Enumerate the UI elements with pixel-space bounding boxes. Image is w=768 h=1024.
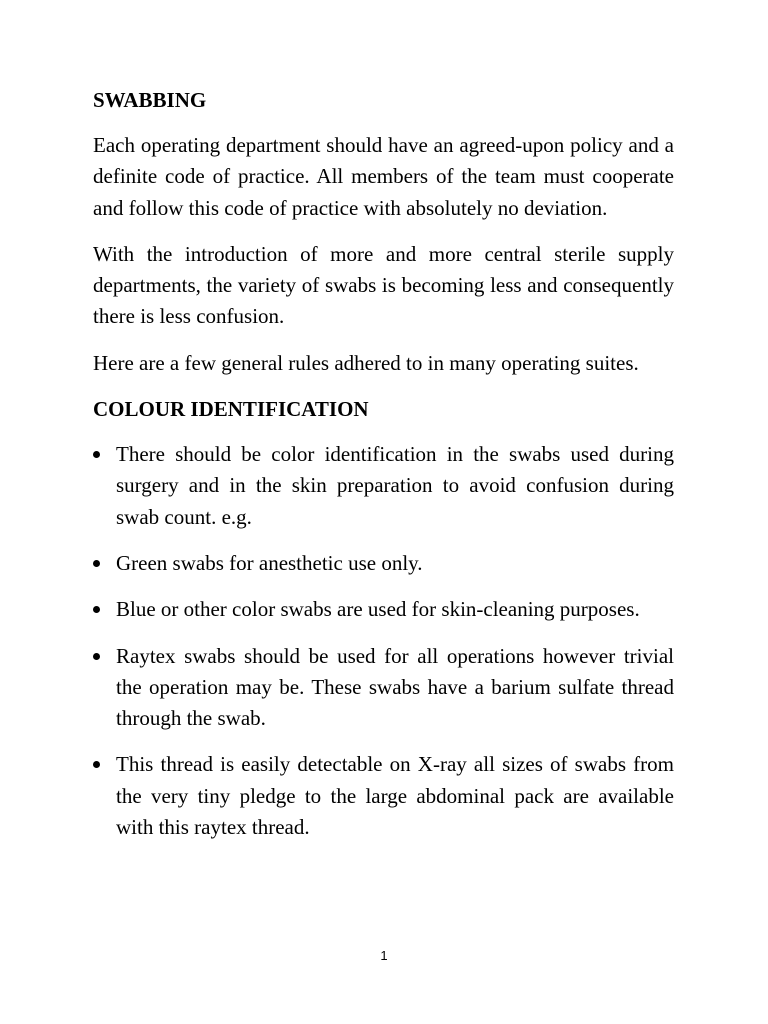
list-item xyxy=(93,594,674,625)
page-number: 1 xyxy=(380,948,388,963)
list-item xyxy=(93,548,674,579)
bullet-icon xyxy=(93,451,100,458)
bullet-list xyxy=(93,439,674,843)
bullet-icon xyxy=(93,606,100,613)
bullet-text: Raytex swabs should be used for all operations however trivial the operation may be. These swabs have a barium sulfate thread through the swab. xyxy=(116,643,674,731)
list-item xyxy=(93,439,674,533)
list-item xyxy=(93,749,674,843)
bullet-text: There should be color identification in the swabs used during surgery and in the skin preparation to avoid confusion during swab count. e.g. xyxy=(116,442,674,529)
bullet-icon xyxy=(93,761,100,768)
document-page xyxy=(93,85,674,858)
bullet-text: Green swabs for anesthetic use only. xyxy=(116,550,423,575)
document-title: SWABBING xyxy=(93,88,207,112)
paragraph-policy: Each operating department should have an agreed-upon policy and a definite code of practice. All members of the team must cooperate and follow this code of practice with absolutely no deviation. xyxy=(93,133,674,220)
bullet-icon xyxy=(93,560,100,567)
bullet-icon xyxy=(93,653,100,660)
bullet-text: This thread is easily detectable on X-ray all sizes of swabs from the very tiny pledge to the large abdominal pack are available with this raytex thread. xyxy=(116,752,674,840)
section-heading-colour-identification: COLOUR IDENTIFICATION xyxy=(93,397,369,422)
list-item xyxy=(93,641,674,735)
paragraph-general-rules: Here are a few general rules adhered to in many operating suites. xyxy=(93,350,639,375)
bullet-text: Blue or other color swabs are used for skin-cleaning purposes. xyxy=(116,597,640,622)
paragraph-sterile-supply: With the introduction of more and more central sterile supply departments, the variety of swabs is becoming less and consequently there is less confusion. xyxy=(93,241,674,329)
